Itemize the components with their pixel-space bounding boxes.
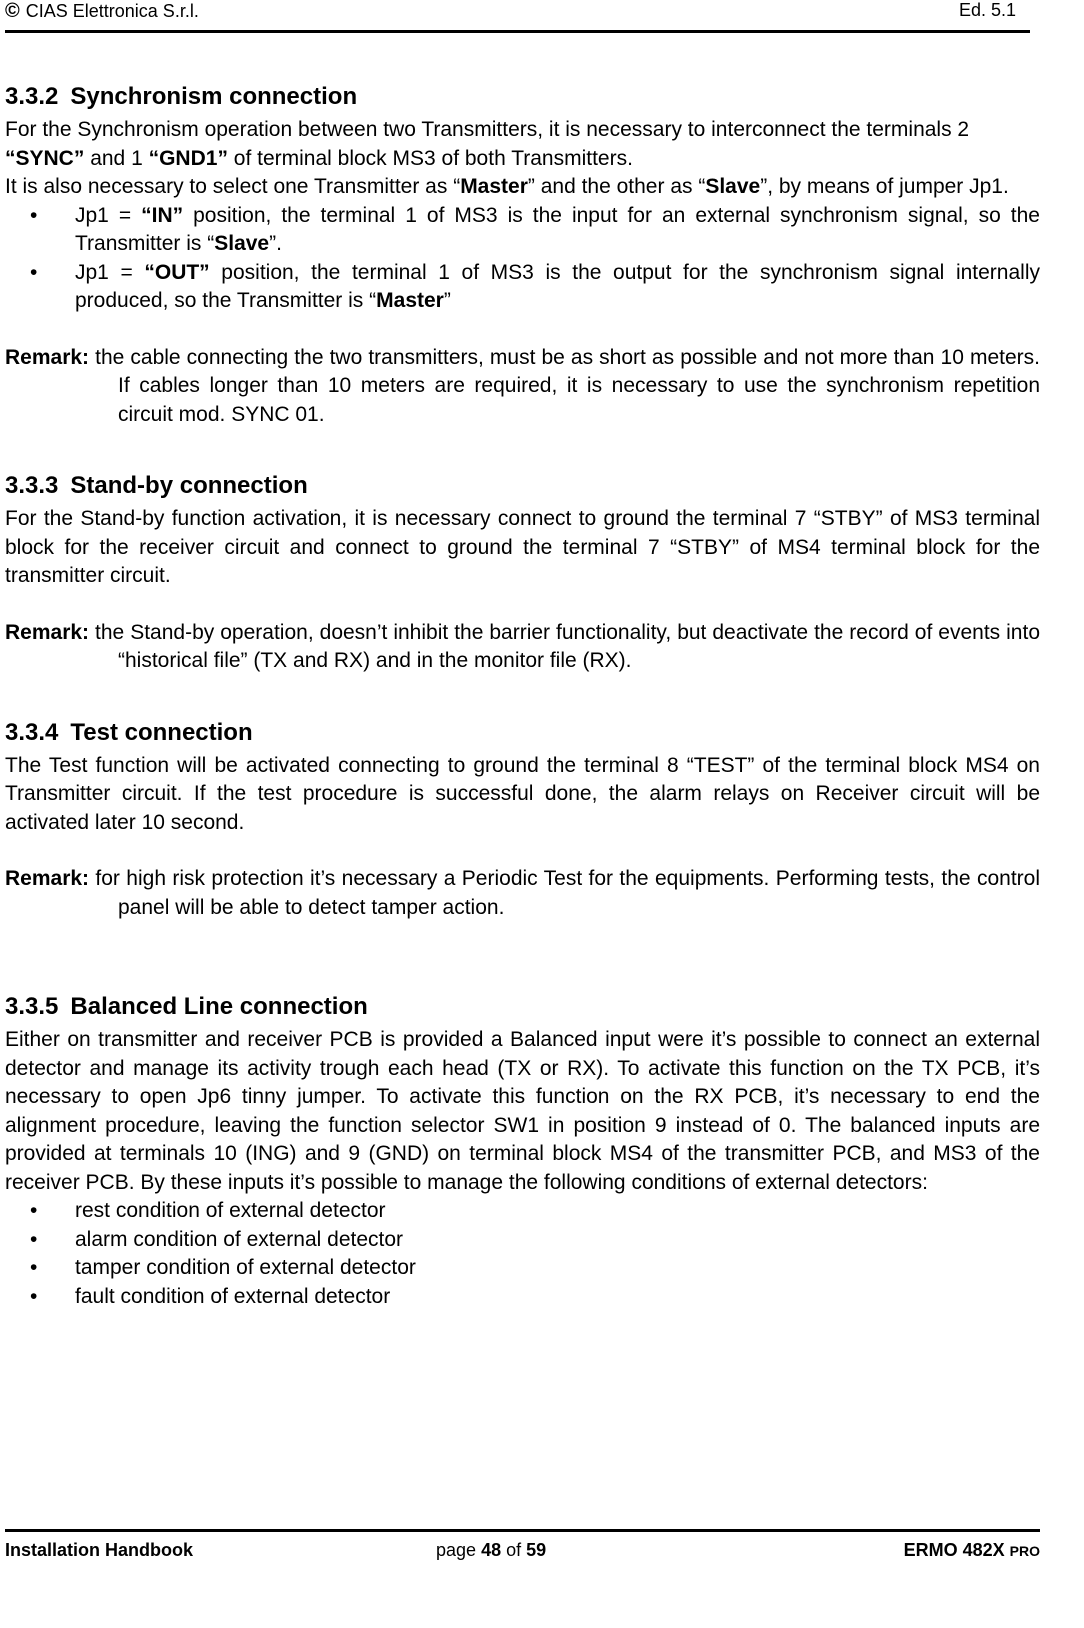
page-number: 48 — [481, 1540, 502, 1560]
section-title: Synchronism connection — [70, 83, 358, 110]
header-company — [5, 0, 199, 23]
list-item — [5, 202, 1040, 259]
bullet-icon: • — [30, 1284, 38, 1308]
bold-text: “IN” — [141, 203, 184, 227]
remark-text: for high risk protection it’s necessary a Periodic Test for the equipments. Performing tests, the control panel will be able to detect tamper action. — [89, 867, 1040, 919]
list-item-text: rest condition of external detector — [75, 1199, 386, 1222]
product-name: ERMO 482X — [903, 1540, 1005, 1560]
section-number: 3.3.5 — [5, 993, 59, 1020]
section-heading-3-3-5 — [5, 992, 1040, 1022]
bold-text: “SYNC” — [5, 146, 85, 170]
page-total: 59 — [526, 1540, 547, 1560]
list-item — [5, 1283, 1040, 1312]
footer-product — [904, 1540, 1040, 1561]
product-suffix: PRO — [1009, 1543, 1040, 1559]
bold-text: Master — [376, 289, 444, 312]
spacer — [5, 316, 1040, 344]
text: position, the terminal 1 of MS3 is the input for an external synchronism signal, so the Transmitter is “ — [75, 203, 1040, 255]
section-number: 3.3.3 — [5, 472, 59, 499]
text: of — [506, 1540, 522, 1560]
section-title: Test connection — [70, 718, 253, 746]
section-heading-3-3-4 — [5, 718, 1040, 748]
text: page — [436, 1540, 477, 1560]
bullet-icon: • — [30, 1256, 38, 1279]
section-number: 3.3.4 — [5, 718, 59, 746]
copyright-icon: © — [5, 0, 20, 22]
footer-page-number — [436, 1540, 546, 1561]
text: of terminal block MS3 of both Transmitters. — [227, 146, 633, 170]
bold-text: “OUT” — [144, 260, 210, 284]
bullet-icon: • — [30, 203, 38, 227]
page-header — [5, 0, 1030, 33]
bullet-icon: • — [30, 1199, 38, 1222]
spacer — [5, 922, 1040, 964]
bold-text: Slave — [214, 232, 270, 255]
footer-handbook: Installation Handbook — [5, 1540, 194, 1560]
bullet-icon: • — [30, 1227, 38, 1251]
text: and 1 — [84, 146, 149, 170]
spacer — [5, 964, 1040, 992]
page-footer — [5, 1529, 1040, 1572]
list-item — [5, 259, 1040, 316]
remark — [5, 619, 1040, 676]
text: Jp1 = — [75, 260, 145, 284]
paragraph: Either on transmitter and receiver PCB is provided a Balanced input were it’s possible to connect an external detector and manage its activity trough each head (TX or RX). To activate this function on the TX PCB, it’s necessary to open Jp6 tinny jumper. To activate this function on the RX PCB, it’s necessary to end the alignment procedure, leaving the function selector SW1 in position 9 instead of 0. The balanced inputs are provided at terminals 10 (ING) and 9 (GND) on terminal block MS4 of the transmitter PCB, and MS3 of the receiver PCB. By these inputs it’s possible to manage the following conditions of external detectors: — [5, 1028, 1040, 1194]
text: ” — [443, 289, 451, 312]
spacer — [5, 837, 1040, 865]
list-item — [5, 1254, 1040, 1283]
page-content — [5, 82, 1040, 1311]
text: It is also necessary to select one Transmitter as “ — [5, 175, 461, 198]
section-heading-3-3-3 — [5, 471, 1040, 501]
paragraph: For the Stand-by function activation, it is necessary connect to ground the terminal 7 “STBY” of MS3 terminal block for the receiver circuit and connect to ground the terminal 7 “STBY” of MS4 terminal block for the transmitter circuit. — [5, 507, 1040, 587]
paragraph: The Test function will be activated connecting to ground the terminal 8 “TEST” of the terminal block MS4 on Transmitter circuit. If the test procedure is successful done, the alarm relays on Receiver circuit will be activated later 10 second. — [5, 753, 1040, 834]
section-title: Stand-by connection — [70, 472, 308, 499]
paragraph — [5, 116, 1040, 173]
text: Jp1 = — [75, 203, 142, 227]
remark — [5, 344, 1040, 430]
bold-text: Slave — [705, 175, 761, 198]
list-item-text: alarm condition of external detector — [75, 1227, 404, 1251]
list-item-text: tamper condition of external detector — [75, 1256, 416, 1279]
spacer — [5, 591, 1040, 619]
bullet-list — [5, 1197, 1040, 1311]
remark-label: Remark: — [5, 345, 90, 369]
remark-text: the Stand-by operation, doesn’t inhibit the barrier functionality, but deactivate the record of events into “historical file” (TX and RX) and in the monitor file (RX). — [89, 620, 1040, 672]
list-item-text: fault condition of external detector — [75, 1284, 391, 1308]
text: position, the terminal 1 of MS3 is the output for the synchronism signal internally produced, so the Transmitter is “ — [75, 260, 1040, 312]
header-edition: Ed. 5.1 — [958, 0, 1016, 20]
remark-text: the cable connecting the two transmitters, must be as short as possible and not more than 10 meters. If cables longer than 10 meters are required, it is necessary to use the synchronism repetition circuit mod. SYNC 01. — [89, 345, 1040, 426]
remark-label: Remark: — [5, 867, 90, 890]
spacer — [5, 676, 1040, 718]
text: ”. — [269, 232, 282, 255]
bullet-icon: • — [30, 260, 38, 284]
remark — [5, 865, 1040, 922]
bold-text: “GND1” — [148, 146, 228, 170]
text: ”, by means of jumper Jp1. — [760, 175, 1009, 198]
list-item — [5, 1226, 1040, 1255]
text: For the Synchronism operation between two Transmitters, it is necessary to interconnect the terminals 2 — [5, 118, 970, 141]
list-item — [5, 1197, 1040, 1226]
text: ” and the other as “ — [527, 175, 706, 198]
section-number: 3.3.2 — [5, 83, 59, 110]
remark-label: Remark: — [5, 620, 90, 644]
bold-text: Master — [460, 175, 528, 198]
spacer — [5, 429, 1040, 471]
section-title: Balanced Line connection — [70, 993, 368, 1020]
company-name: CIAS Elettronica S.r.l. — [25, 1, 199, 21]
bullet-list — [5, 202, 1040, 316]
paragraph — [5, 173, 1040, 202]
section-heading-3-3-2 — [5, 82, 1040, 112]
